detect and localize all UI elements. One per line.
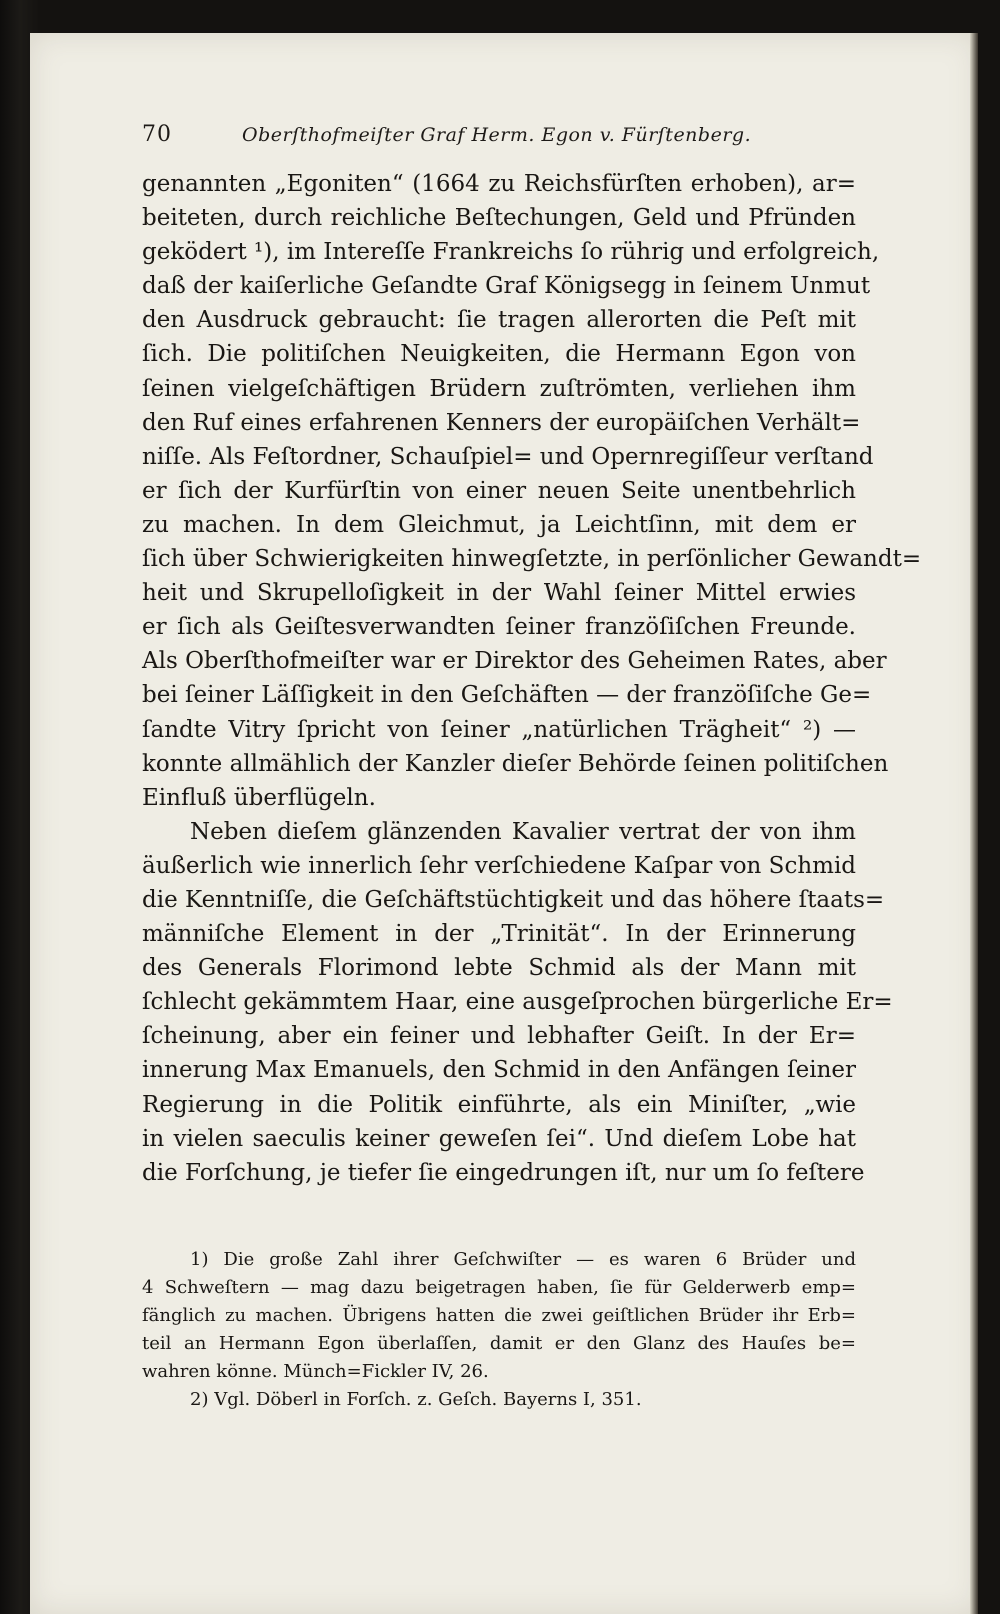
body-text [142,167,922,1190]
text-line: geködert ¹), im Intereſſe Frankreichs ſo rührig und erfolgreich, [142,239,880,266]
text-line: den Ausdruck gebraucht: ſie tragen allerorten die Peſt mit [142,307,856,334]
text-line: ſich. Die politiſchen Neuigkeiten, die Hermann Egon von [142,341,856,368]
text-line: heit und Skrupelloſigkeit in der Wahl ſeiner Mittel erwies [142,580,856,607]
footnote-line: 2) Vgl. Döberl in Forſch. z. Geſch. Bayerns I, 351. [190,1389,642,1410]
footnote-line: fänglich zu machen. Übrigens hatten die zwei geiſtlichen Brüder ihr Erb= [142,1305,856,1326]
text-line: männiſche Element in der „Trinität“. In der Erinnerung [142,921,856,948]
text-line: er ſich der Kurfürſtin von einer neuen Seite unentbehrlich [142,477,856,504]
text-line: daß der kaiſerliche Geſandte Graf Königsegg in ſeinem Unmut [142,273,871,300]
footnote-line: 1) Die große Zahl ihrer Geſchwiſter — es waren 6 Brüder und [190,1249,856,1270]
text-line: Regierung in die Politik einführte, als ein Miniſter, „wie [142,1091,856,1118]
text-line: innerung Max Emanuels, den Schmid in den Anfängen ſeiner [142,1057,856,1084]
text-line: des Generals Florimond lebte Schmid als der Mann mit [142,955,856,982]
text-line: niſſe. Als Feſtordner, Schauſpiel= und Opernregiſſeur verſtand [142,443,874,470]
text-line: äußerlich wie innerlich ſehr verſchiedene Kaſpar von Schmid [142,852,857,879]
footnote-line: teil an Hermann Egon überlaſſen, damit er den Glanz des Hauſes be= [142,1333,856,1354]
text-line: ſeinen vielgeſchäftigen Brüdern zuſtrömten, verliehen ihm [142,375,856,402]
text-line: ſich über Schwierigkeiten hinwegſetzte, in perſönlicher Gewandt= [142,546,922,573]
page-edge-shadow [970,33,978,1614]
text-line: Als Oberſthofmeiſter war er Direktor des Geheimen Rates, aber [142,648,887,675]
running-header [142,122,782,162]
text-line: die Kenntniſſe, die Geſchäftstüchtigkeit und das höhere ſtaats= [142,886,885,913]
text-line: bei ſeiner Läſſigkeit in den Geſchäften — der franzöſiſche Ge= [142,682,872,709]
running-title: Oberſthofmeiſter Graf Herm. Egon v. Fürſtenberg. [242,124,752,146]
text-line: genannten „Egoniten“ (1664 zu Reichsfürſten erhoben), ar= [142,171,856,197]
text-line: ſandte Vitry ſpricht von ſeiner „natürlichen Trägheit“ ²) — [142,716,856,743]
text-line: Neben dieſem glänzenden Kavalier vertrat der von ihm [190,818,856,845]
page-number: 70 [142,122,172,147]
text-line: ſchlecht gekämmtem Haar, eine ausgeſprochen bürgerliche Er= [142,989,893,1016]
text-line: beiteten, durch reichliche Beſtechungen, Geld und Pfründen [142,205,856,232]
footnotes [142,1246,856,1414]
text-line: ſcheinung, aber ein feiner und lebhafter Geiſt. In der Er= [142,1023,856,1050]
footnote-line: 4 Schweſtern — mag dazu beigetragen haben, ſie für Gelderwerb emp= [142,1277,856,1298]
text-line: Einfluß überflügeln. [142,784,376,811]
text-line: konnte allmählich der Kanzler dieſer Behörde ſeinen politiſchen [142,750,889,777]
text-line: zu machen. In dem Gleichmut, ja Leichtſinn, mit dem er [142,511,856,538]
text-line: in vielen saeculis keiner geweſen ſei“. Und dieſem Lobe hat [142,1125,856,1152]
text-line: er ſich als Geiſtesverwandten ſeiner franzöſiſchen Freunde. [142,614,856,641]
text-line: die Forſchung, je tiefer ſie eingedrungen iſt, nur um ſo feſtere [142,1159,865,1186]
text-line: den Ruf eines erfahrenen Kenners der europäiſchen Verhält= [142,409,861,436]
footnote-line: wahren könne. Münch=Fickler IV, 26. [142,1361,489,1382]
